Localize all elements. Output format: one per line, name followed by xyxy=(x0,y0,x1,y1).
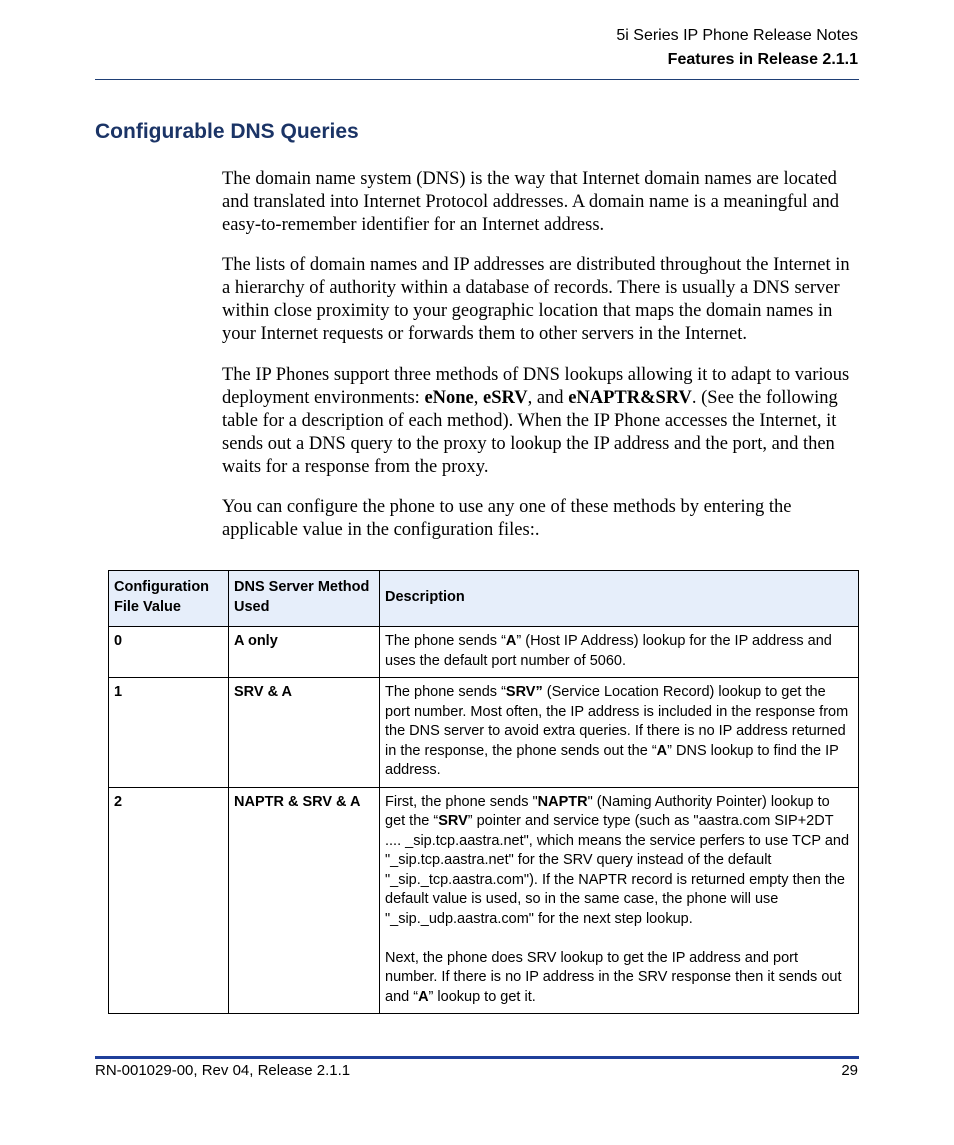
cell-method: NAPTR & SRV & A xyxy=(229,787,380,1014)
header-config-value: Configuration File Value xyxy=(109,571,229,627)
text-run-bold: A xyxy=(418,988,429,1005)
cell-method: SRV & A xyxy=(229,678,380,788)
text-run: Next, the phone does SRV lookup to get the IP address and port number. If there is no IP address in the SRV response then it sends out and “ xyxy=(385,949,842,1005)
paragraph-dns-intro: The domain name system (DNS) is the way that Internet domain names are located and translated into Internet Protocol addresses. A domain name is a meaningful and easy-to-remember identifier for an Internet address. xyxy=(222,169,840,235)
page-number: 29 xyxy=(841,1062,858,1079)
header-method: DNS Server Method Used xyxy=(229,571,380,627)
text-run-bold: NAPTR xyxy=(537,793,588,810)
paragraph-dns-hierarchy: The lists of domain names and IP addresses are distributed throughout the Internet in a hierarchy of authority within a database of records. There is usually a DNS server within close proximity to your geographic location that maps the domain names in your Internet requests or forwards them to other servers in the Internet. xyxy=(222,255,850,344)
text-run: (Service Location Record) lookup to get the port number. Most often, the IP address is included in the response from the DNS server to avoid extra queries. If there is no IP address returned in the response, the phone sends out the “ xyxy=(385,684,849,759)
text-run: . (See the following table for a description of each method). When the IP Phone accesses the Internet, it sends out a DNS query to the proxy to lookup the IP address and the port, and then waits for a response from the proxy. xyxy=(222,388,838,477)
cell-method: A only xyxy=(229,627,380,678)
footer-divider xyxy=(95,1056,859,1059)
header-divider xyxy=(95,79,859,80)
text-run-bold: A xyxy=(505,633,517,649)
text-run: ” lookup to get it. xyxy=(428,988,536,1005)
footer-doc-id: RN-001029-00, Rev 04, Release 2.1.1 xyxy=(95,1062,351,1079)
cell-description xyxy=(380,787,859,1014)
cell-description xyxy=(380,627,859,678)
cell-config-value: 1 xyxy=(109,678,229,788)
section-title: Configurable DNS Queries xyxy=(95,120,359,143)
table-header-row xyxy=(109,571,859,627)
header-description: Description xyxy=(380,571,859,627)
text-run-bold: A xyxy=(656,742,668,759)
method-enone: eNone xyxy=(424,388,474,408)
dns-methods-table xyxy=(108,570,859,1014)
text-run: , xyxy=(473,388,484,408)
header-title: 5i Series IP Phone Release Notes xyxy=(616,27,858,44)
text-run: The phone sends “ xyxy=(385,633,506,649)
method-enaptr-srv: eNAPTR&SRV xyxy=(568,388,692,408)
text-run: ” (Host IP Address) lookup for the IP address and uses the default port number of 5060. xyxy=(385,633,832,669)
cell-config-value: 2 xyxy=(109,787,229,1014)
text-run: , and xyxy=(527,388,569,408)
cell-description xyxy=(380,678,859,788)
table-row xyxy=(109,678,859,788)
text-run: " (Naming Authority Pointer) lookup to get the “ xyxy=(385,793,830,829)
table-row xyxy=(109,627,859,678)
text-run: First, the phone sends " xyxy=(385,793,538,810)
text-run-bold: SRV xyxy=(438,813,468,829)
text-run-bold: SRV” xyxy=(505,684,543,700)
table-row xyxy=(109,787,859,1014)
paragraph-gap xyxy=(385,929,853,949)
method-esrv: eSRV xyxy=(483,388,528,408)
text-run: ” DNS lookup to find the IP address. xyxy=(385,742,839,778)
paragraph-config-intro: You can configure the phone to use any one of these methods by entering the applicable value in the configuration files:. xyxy=(222,497,792,540)
text-run: The IP Phones support three methods of DNS lookups allowing it to adapt to various deployment environments: xyxy=(222,365,850,408)
text-run: ” pointer and service type (such as "aastra.com SIP+2DT .... _sip.tcp.aastra.net", which means the service perfers to use TCP and "_sip.tcp.aastra.net" for the SRV query instead of the default "_sip._tcp.aastra.com"). If the NAPTR record is returned empty then the default value is used, so in the same case, the phone will use "_sip._udp.aastra.com" for the next step lookup. xyxy=(385,813,850,927)
header-subtitle: Features in Release 2.1.1 xyxy=(667,51,858,68)
paragraph-dns-methods xyxy=(222,364,862,479)
text-run: The phone sends “ xyxy=(385,684,506,700)
cell-config-value: 0 xyxy=(109,627,229,678)
